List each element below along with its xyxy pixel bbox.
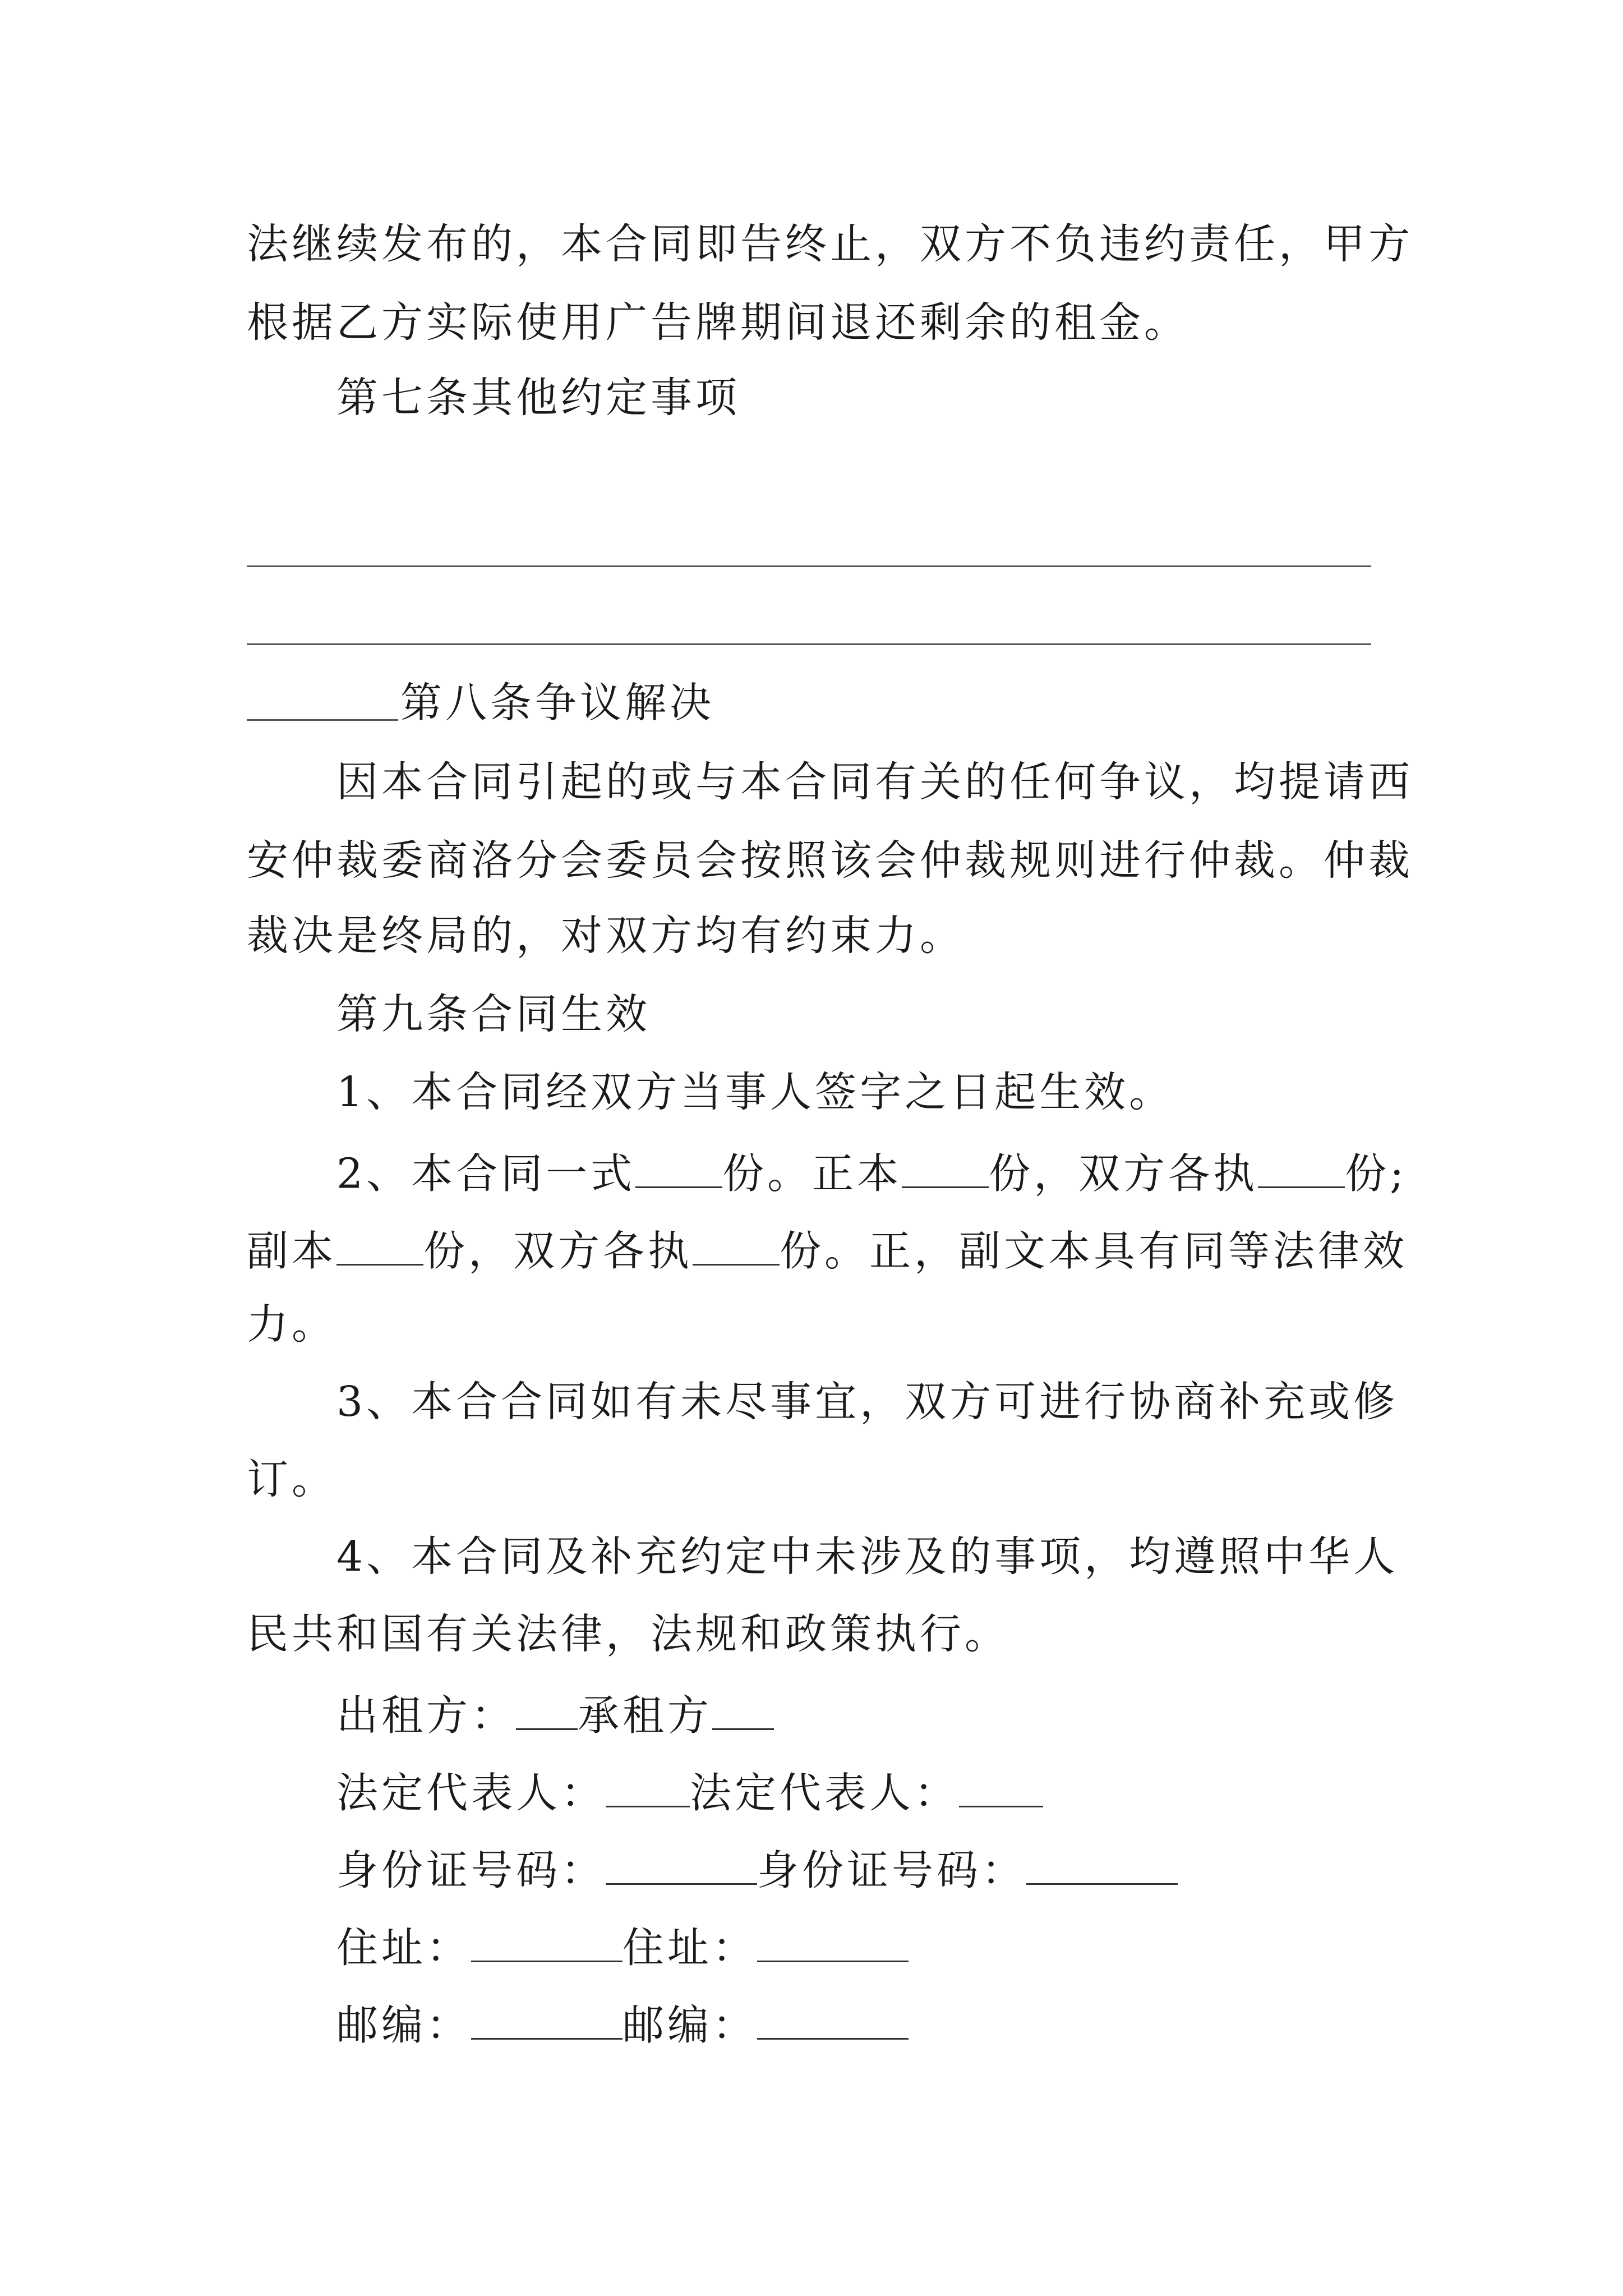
paragraph-line: 安仲裁委商洛分会委员会按照该会仲裁规则进行仲裁。仲裁	[247, 836, 1413, 885]
paragraph-line: 裁决是终局的，对双方均有约束力。	[247, 912, 965, 960]
address-blank	[471, 1923, 623, 1962]
postcode-label: 邮编：	[336, 2001, 471, 2050]
clause-text: 2、本合同一式	[336, 1149, 636, 1198]
clause-text: 份;	[1345, 1149, 1408, 1198]
clause-text: 副本	[247, 1227, 336, 1276]
lessee-label: 承租方	[578, 1691, 712, 1740]
address-label: 住址：	[336, 1924, 471, 1972]
lessee-blank	[712, 1691, 774, 1730]
signature-lessor-row	[336, 1691, 774, 1740]
lessor-blank	[516, 1691, 578, 1730]
signature-id-row	[336, 1846, 1178, 1895]
signature-legal-rep-row	[336, 1768, 1043, 1818]
clause-item-1: 1、本合同经双方当事人签字之日起生效。	[336, 1068, 1174, 1116]
id-number-label: 身份证号码：	[336, 1846, 606, 1895]
blank-field	[1258, 1149, 1345, 1188]
paragraph-line: 法继续发布的，本合同即告终止，双方不负违约责任，甲方	[247, 220, 1413, 268]
address-blank	[757, 1923, 909, 1962]
fill-in-line	[247, 643, 1371, 645]
blank-field	[336, 1226, 423, 1266]
clause-text: 份，双方各执	[989, 1149, 1258, 1198]
blank-field	[902, 1149, 989, 1188]
blank-field	[635, 1149, 722, 1188]
clause-item-4: 4、本合同及补充约定中未涉及的事项，均遵照中华人	[336, 1533, 1399, 1581]
legal-rep-label: 法定代表人：	[336, 1769, 606, 1818]
clause-text: 份，双方各执	[423, 1227, 693, 1276]
article-8-heading: 第八条争议解决	[400, 679, 714, 727]
postcode-blank	[757, 2000, 909, 2040]
id-number-label: 身份证号码：	[757, 1846, 1026, 1895]
postcode-blank	[471, 2000, 623, 2040]
paragraph-line: 民共和国有关法律，法规和政策执行。	[247, 1610, 1009, 1658]
article-9-heading: 第九条合同生效	[336, 990, 651, 1038]
paragraph-line: 订。	[247, 1455, 336, 1503]
article-7-heading: 第七条其他约定事项	[336, 374, 740, 422]
blank-field	[693, 1226, 780, 1266]
paragraph-line: 根据乙方实际使用广告牌期间退还剩余的租金。	[247, 298, 1189, 347]
legal-rep-blank	[959, 1768, 1043, 1807]
postcode-label: 邮编：	[623, 2001, 757, 2050]
clause-item-2-cont	[247, 1226, 1408, 1276]
signature-postcode-row	[336, 2000, 909, 2050]
signature-address-row	[336, 1923, 909, 1972]
id-number-blank	[1026, 1846, 1178, 1885]
address-label: 住址：	[623, 1924, 757, 1972]
id-number-blank	[606, 1846, 757, 1885]
paragraph-line: 力。	[247, 1300, 336, 1349]
clause-item-2	[336, 1149, 1408, 1198]
fill-in-line	[247, 565, 1371, 567]
clause-text: 份。正，副文本具有同等法律效	[780, 1227, 1408, 1276]
legal-rep-blank	[606, 1768, 690, 1807]
clause-item-3: 3、本合合同如有未尽事宜，双方可进行协商补充或修	[336, 1378, 1399, 1426]
paragraph-line: 因本合同引起的或与本合同有关的任何争议，均提请西	[336, 758, 1413, 806]
legal-rep-label: 法定代表人：	[690, 1769, 959, 1818]
fill-in-line	[247, 719, 398, 721]
lessor-label: 出租方：	[336, 1691, 516, 1740]
clause-text: 份。正本	[722, 1149, 902, 1198]
